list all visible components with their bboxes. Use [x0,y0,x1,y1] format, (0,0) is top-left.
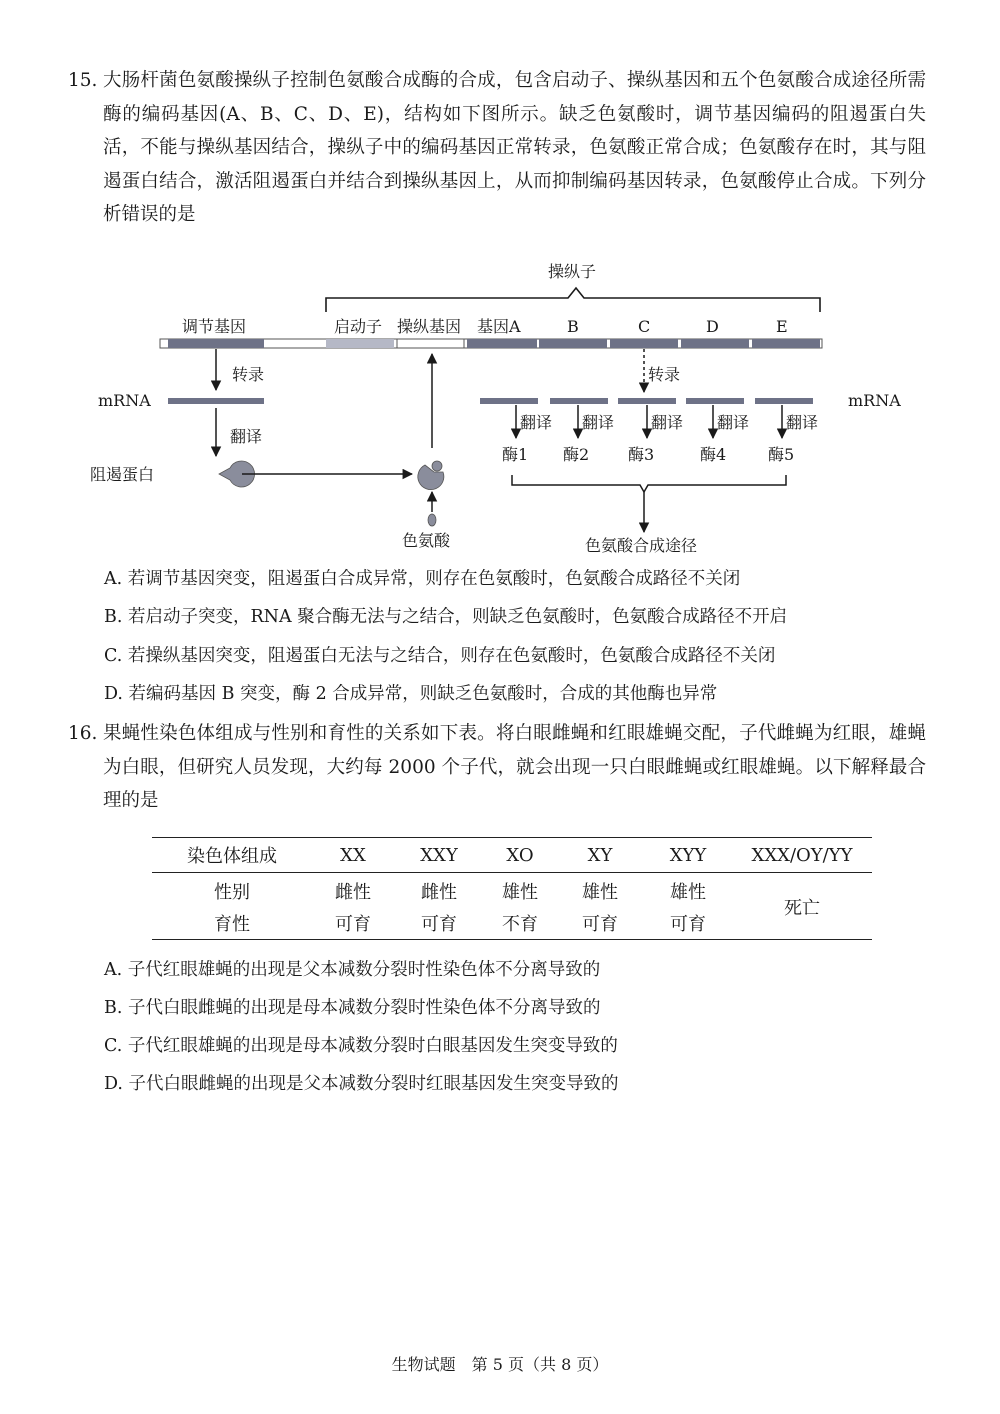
gene-b-label: B [567,317,579,336]
gene-a-label: 基因A [477,317,521,336]
table-header-row [152,838,872,873]
option-c: C. 若操纵基因突变，阻遏蛋白无法与之结合，则存在色氨酸时，色氨酸合成路径不关闭 [104,646,776,666]
table-header-cell: XY [556,838,644,873]
chromosome-table [152,837,872,940]
translation-label: 翻译 [717,413,750,432]
translation-label: 翻译 [582,413,615,432]
table-cell: 雄性 [502,882,538,903]
option-d: D. 子代白眼雌蝇的出现是父本减数分裂时红眼基因发生突变导致的 [104,1074,619,1094]
table-header-cell: XO [484,838,556,873]
enzyme-label: 酶5 [768,445,795,464]
option-c: C. 子代红眼雄蝇的出现是母本减数分裂时白眼基因发生突变导致的 [104,1036,618,1056]
table-header-cell: XX [312,838,394,873]
mrna-segment [480,398,538,404]
table-cell: 雄性 [670,882,706,903]
table-cell: 不育 [484,907,556,940]
page-footer: 生物试题 第 5 页（共 8 页） [391,1355,609,1374]
table-header-cell: XXY [394,838,484,873]
gene-e-segment [752,339,820,348]
mrna-label-right: mRNA [848,391,901,410]
bound-tryptophan [432,461,442,471]
pathway-label: 色氨酸合成途径 [585,536,698,555]
promoter-segment [326,339,394,348]
promoter-label: 启动子 [334,317,383,336]
mrna-segment [618,398,676,404]
gene-d-segment [681,339,749,348]
option-d: D. 若编码基因 B 突变，酶 2 合成异常，则缺乏色氨酸时，合成的其他酶也异常 [104,684,718,704]
tryptophan-molecule [428,514,436,526]
table-row-sex [152,873,872,908]
table-cell-merged: 死亡 [732,873,872,940]
gene-c-label: C [638,317,651,336]
trp-operon-diagram [0,250,1000,560]
question-stem: 果蝇性染色体组成与性别和育性的关系如下表。将白眼雌蝇和红眼雄蝇交配，子代雌蝇为红眼，雄蝇为白眼，但研究人员发现，大约每 2000 个子代，就会出现一只白眼雌蝇或红眼雄蝇。以下解释最合理的是 [103,723,926,811]
regulator-gene-segment [168,339,264,348]
enzyme-label: 酶1 [502,445,529,464]
table-cell: 雄性 [582,882,618,903]
option-b: B. 若启动子突变，RNA 聚合酶无法与之结合，则缺乏色氨酸时，色氨酸合成路径不开启 [104,607,788,627]
option-a: A. 子代红眼雄蝇的出现是父本减数分裂时性染色体不分离导致的 [104,960,601,980]
table-cell: 可育 [312,907,394,940]
operon-brace [326,288,820,312]
mrna-segment [755,398,813,404]
gene-e-label: E [776,317,788,336]
enzyme-label: 酶3 [628,445,655,464]
table-cell: 雌性 [421,882,457,903]
gene-b-segment [539,339,607,348]
enzyme-label: 酶2 [563,445,590,464]
gene-a-segment [467,339,537,348]
question-stem: 大肠杆菌色氨酸操纵子控制色氨酸合成酶的合成，包含启动子、操纵基因和五个色氨酸合成途径所需酶的编码基因(A、B、C、D、E)，结构如下图所示。缺乏色氨酸时，调节基因编码的阻遏蛋白失活，不能与操纵基因结合，操纵子中的编码基因正常转录，色氨酸正常合成；色氨酸存在时，其与阻遏蛋白结合，激活阻遏蛋白并结合到操纵基因上，从而抑制编码基因转录，色氨酸停止合成。下列分析错误的是 [103,70,926,225]
regulator-gene-label: 调节基因 [182,317,247,336]
table-cell: 性别 [214,882,250,903]
table-cell: 可育 [394,907,484,940]
table-header-cell: 染色体组成 [152,838,312,873]
transcription-label-left: 转录 [232,365,265,384]
table-cell: 雌性 [335,882,371,903]
operator-label: 操纵基因 [397,317,462,336]
question-number: 15. [68,70,98,91]
option-a: A. 若调节基因突变，阻遏蛋白合成异常，则存在色氨酸时，色氨酸合成路径不关闭 [104,569,741,589]
table-header-cell: XYY [644,838,732,873]
question-15 [68,64,926,232]
mrna-left [168,398,264,404]
gene-d-label: D [706,317,719,336]
enzyme-label: 酶4 [700,445,727,464]
repressor-label: 阻遏蛋白 [90,465,155,484]
operator-segment [397,339,464,348]
mrna-segment [550,398,608,404]
gene-c-segment [610,339,678,348]
table-cell: 可育 [556,907,644,940]
translation-label: 翻译 [520,413,553,432]
translation-label-left: 翻译 [230,427,263,446]
enzyme-brace [512,475,786,492]
tryptophan-label: 色氨酸 [402,531,451,550]
operon-label: 操纵子 [548,262,597,281]
mrna-segment [686,398,744,404]
option-b: B. 子代白眼雌蝇的出现是母本减数分裂时性染色体不分离导致的 [104,998,601,1018]
table-cell: 可育 [644,907,732,940]
question-16 [68,717,926,818]
table-cell: 育性 [152,907,312,940]
table-header-cell: XXX/OY/YY [732,838,872,873]
mrna-label-left: mRNA [98,391,151,410]
question-number: 16. [68,723,98,744]
translation-label: 翻译 [651,413,684,432]
translation-label: 翻译 [786,413,819,432]
transcription-label-right: 转录 [648,365,681,384]
